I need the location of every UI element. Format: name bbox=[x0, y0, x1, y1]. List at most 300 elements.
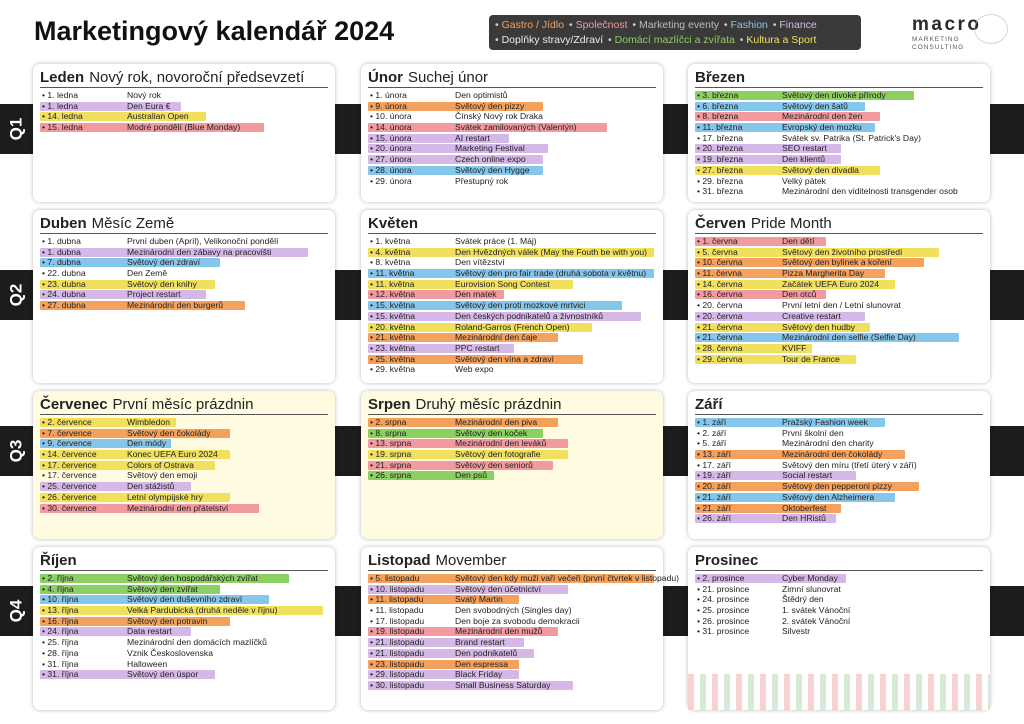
event-name: Světový den divadla bbox=[782, 164, 859, 175]
event-name: Světový den životního prostředí bbox=[782, 246, 903, 257]
event-item bbox=[368, 637, 656, 648]
month-name: Květen bbox=[368, 215, 419, 232]
event-date: • 20. března bbox=[697, 143, 744, 154]
event-date: • 20. února bbox=[370, 143, 412, 154]
event-item bbox=[695, 143, 983, 154]
event-date: • 16. října bbox=[42, 615, 79, 626]
event-item bbox=[695, 417, 983, 428]
event-date: • 20. června bbox=[697, 310, 743, 321]
legend-item-marketing: Marketing eventy bbox=[639, 19, 719, 31]
event-date: • 21. září bbox=[697, 491, 732, 502]
legend-separator: • bbox=[605, 34, 615, 46]
event-name: Světový den zvířat bbox=[127, 583, 198, 594]
event-item bbox=[368, 311, 656, 322]
event-name: Svátek sv. Patrika (St. Patrick's Day) bbox=[782, 132, 922, 143]
event-date: • 20. května bbox=[370, 321, 416, 332]
legend-item-finance: Finance bbox=[779, 19, 817, 31]
event-item bbox=[368, 460, 656, 471]
event-date: • 5. listopadu bbox=[370, 573, 420, 583]
logo-subtitle-line-2: CONSULTING bbox=[912, 44, 965, 51]
event-name: Mezinárodní den zábavy na pracovišti bbox=[127, 246, 272, 257]
event-name: Svátek zamilovaných (Valentýn) bbox=[455, 122, 577, 133]
month-name: Říjen bbox=[40, 552, 77, 569]
event-name: Den českých podnikatelů a živnostníků bbox=[455, 310, 604, 321]
event-name: Světový den pro fair trade (druhá sobota v květnu) bbox=[455, 268, 647, 279]
month-header bbox=[40, 68, 328, 88]
event-date: • 9. února bbox=[370, 100, 407, 111]
event-date: • 4. května bbox=[370, 246, 411, 257]
event-item bbox=[40, 257, 328, 268]
event-name: Světový den hudby bbox=[782, 321, 856, 332]
event-date: • 19. září bbox=[697, 470, 732, 481]
event-date: • 1. září bbox=[697, 417, 727, 427]
month-header bbox=[695, 395, 983, 415]
month-name: Červenec bbox=[40, 396, 108, 413]
event-name: Zimní slunovrat bbox=[782, 583, 841, 594]
event-item bbox=[368, 616, 656, 627]
event-date: • 15. května bbox=[370, 310, 416, 321]
legend-separator: • bbox=[721, 19, 731, 31]
event-item bbox=[40, 584, 328, 595]
event-date: • 24. října bbox=[42, 626, 79, 637]
event-name: Den Hvězdných válek (May the Fouth be with you) bbox=[455, 246, 648, 257]
event-date: • 7. dubna bbox=[42, 257, 81, 268]
legend-row-1 bbox=[495, 18, 855, 33]
event-name: KVIFF bbox=[782, 342, 807, 353]
event-date: • 11. listopadu bbox=[370, 594, 424, 605]
event-date: • 29. června bbox=[697, 353, 743, 364]
event-name: První letní den / Letní slunovrat bbox=[782, 300, 901, 311]
event-date: • 4. října bbox=[42, 583, 74, 594]
event-item bbox=[368, 659, 656, 670]
month-panel-prosinec bbox=[688, 547, 990, 710]
event-item bbox=[368, 111, 656, 122]
event-name: Social restart bbox=[782, 470, 833, 481]
event-date: • 1. května bbox=[370, 236, 411, 246]
event-item bbox=[695, 322, 983, 333]
month-panel-duben bbox=[33, 210, 335, 383]
event-item bbox=[40, 573, 328, 584]
event-date: • 1. června bbox=[697, 236, 738, 246]
month-name: Duben bbox=[40, 215, 87, 232]
event-list bbox=[368, 573, 679, 691]
event-item bbox=[368, 669, 656, 680]
event-date: • 24. dubna bbox=[42, 289, 86, 300]
month-name: Leden bbox=[40, 69, 85, 86]
event-name: Web expo bbox=[455, 364, 494, 375]
month-panel-cervenec bbox=[33, 391, 335, 539]
event-item bbox=[368, 90, 656, 101]
event-date: • 10. června bbox=[697, 257, 743, 268]
event-name: Světový den proti mozkové mrtvici bbox=[455, 300, 586, 311]
month-theme: Druhý měsíc prázdnin bbox=[415, 396, 562, 413]
event-item bbox=[695, 101, 983, 112]
event-item bbox=[695, 332, 983, 343]
event-item bbox=[695, 573, 983, 584]
event-name: Modré pondělí (Blue Monday) bbox=[127, 122, 241, 133]
event-item bbox=[695, 481, 983, 492]
legend-row-2 bbox=[495, 33, 855, 48]
event-item bbox=[368, 133, 656, 144]
quarter-label-q3: Q3 bbox=[6, 439, 25, 463]
event-name: Mezinárodní den přátelství bbox=[127, 502, 229, 513]
event-item bbox=[368, 573, 679, 584]
event-item bbox=[40, 236, 328, 247]
event-name: Den dětí bbox=[782, 236, 815, 246]
event-date: • 14. února bbox=[370, 122, 412, 133]
event-name: Světový den emoji bbox=[127, 470, 198, 481]
event-name: Mezinárodní den domácích mazlíčků bbox=[127, 637, 267, 648]
event-date: • 28. února bbox=[370, 164, 412, 175]
event-item bbox=[368, 343, 656, 354]
event-item bbox=[695, 133, 983, 144]
month-theme: Pride Month bbox=[750, 215, 832, 232]
event-date: • 26. prosince bbox=[697, 615, 750, 626]
month-panel-rijen bbox=[33, 547, 335, 710]
event-date: • 25. května bbox=[370, 353, 416, 364]
event-item bbox=[368, 626, 656, 637]
event-name: Mezinárodní den čokolády bbox=[782, 449, 883, 460]
event-item bbox=[368, 354, 656, 365]
event-date: • 17. března bbox=[697, 132, 744, 143]
event-date: • 27. února bbox=[370, 154, 412, 165]
event-item bbox=[40, 503, 328, 514]
event-name: Creative restart bbox=[782, 310, 841, 321]
event-name: Den psů bbox=[455, 470, 488, 481]
event-name: Mezinárodní den leváků bbox=[455, 438, 547, 449]
event-name: Světový den fotografie bbox=[455, 449, 541, 460]
month-name: Listopad bbox=[368, 552, 431, 569]
legend-item-gastro: Gastro / Jídlo bbox=[501, 19, 565, 31]
event-item bbox=[40, 460, 328, 471]
event-name: Čínský Nový rok Draka bbox=[455, 111, 543, 122]
event-name: SEO restart bbox=[782, 143, 827, 154]
event-date: • 21. listopadu bbox=[370, 647, 425, 658]
event-item bbox=[40, 449, 328, 460]
event-item bbox=[40, 605, 328, 616]
event-name: Světový den knihy bbox=[127, 278, 197, 289]
event-date: • 14. ledna bbox=[42, 111, 83, 122]
event-item bbox=[695, 428, 983, 439]
event-list bbox=[695, 417, 983, 524]
event-name: 1. svátek Vánoční bbox=[782, 605, 851, 616]
event-item bbox=[695, 616, 983, 627]
legend-item-spolecnost: Společnost bbox=[575, 19, 628, 31]
event-name: Black Friday bbox=[455, 669, 503, 680]
event-date: • 26. srpna bbox=[370, 470, 412, 481]
event-name: Colors of Ostrava bbox=[127, 459, 194, 470]
event-item bbox=[40, 417, 328, 428]
event-date: • 2. prosince bbox=[697, 573, 745, 583]
event-date: • 26. července bbox=[42, 491, 97, 502]
event-date: • 29. března bbox=[697, 175, 744, 186]
event-item bbox=[368, 300, 656, 311]
event-date: • 31. října bbox=[42, 669, 79, 680]
event-date: • 9. července bbox=[42, 438, 92, 449]
christmas-pattern-decoration bbox=[688, 674, 990, 710]
event-name: PPC restart bbox=[455, 342, 500, 353]
event-item bbox=[695, 354, 983, 365]
event-list bbox=[40, 417, 328, 513]
event-name: Světový den zdraví bbox=[127, 257, 201, 268]
event-item bbox=[368, 268, 656, 279]
event-name: Den HRistů bbox=[782, 513, 826, 524]
event-item bbox=[40, 648, 328, 659]
event-item bbox=[368, 101, 656, 112]
month-header bbox=[368, 214, 656, 234]
event-name: Konec UEFA Euro 2024 bbox=[127, 449, 218, 460]
legend-item-doplnky: Doplňky stravy/Zdraví bbox=[501, 34, 604, 46]
quarter-label-q2: Q2 bbox=[6, 283, 25, 307]
month-header bbox=[40, 551, 328, 571]
event-date: • 15. února bbox=[370, 132, 412, 143]
month-header bbox=[368, 68, 656, 88]
event-list bbox=[368, 90, 656, 186]
event-name: Den Eura € bbox=[127, 100, 171, 111]
event-list bbox=[368, 417, 656, 481]
event-list bbox=[40, 236, 328, 311]
month-panel-kveten bbox=[361, 210, 663, 383]
event-date: • 31. března bbox=[697, 186, 744, 197]
event-date: • 14. července bbox=[42, 449, 97, 460]
event-item bbox=[695, 503, 983, 514]
month-panel-listopad bbox=[361, 547, 679, 710]
event-name: Světový den divoké přírody bbox=[782, 90, 886, 100]
event-name: Světový den koček bbox=[455, 427, 528, 438]
event-date: • 23. května bbox=[370, 342, 416, 353]
event-name: Svátek práce (1. Máj) bbox=[455, 236, 537, 246]
month-name: Prosinec bbox=[695, 552, 759, 569]
event-name: Australian Open bbox=[127, 111, 189, 122]
logo-text: macro bbox=[912, 14, 982, 35]
event-name: Pražský Fashion week bbox=[782, 417, 868, 427]
event-item bbox=[695, 154, 983, 165]
event-item bbox=[368, 322, 656, 333]
event-name: Velká Pardubická (druhá neděle v říjnu) bbox=[127, 605, 278, 616]
event-item bbox=[368, 438, 656, 449]
event-name: Světový den vína a zdraví bbox=[455, 353, 554, 364]
event-item bbox=[695, 460, 983, 471]
event-date: • 17. listopadu bbox=[370, 615, 425, 626]
event-item bbox=[695, 449, 983, 460]
event-item bbox=[40, 659, 328, 670]
event-name: První duben (Apríl), Velikonoční pondělí bbox=[127, 236, 279, 246]
event-name: Mezinárodní den burgerů bbox=[127, 300, 224, 311]
event-name: Eurovision Song Contest bbox=[455, 278, 550, 289]
event-name: Silvestr bbox=[782, 626, 811, 637]
event-date: • 11. června bbox=[697, 268, 742, 279]
event-name: Tour de France bbox=[782, 353, 840, 364]
event-name: Světový den seniorů bbox=[455, 459, 533, 470]
month-theme: Nový rok, novoroční předsevzetí bbox=[89, 69, 305, 86]
event-item bbox=[368, 364, 656, 375]
event-date: • 17. července bbox=[42, 470, 97, 481]
event-name: Mezinárodní den žen bbox=[782, 111, 863, 122]
event-date: • 25. října bbox=[42, 637, 79, 648]
event-name: Evropský den mozku bbox=[782, 122, 862, 133]
event-item bbox=[695, 513, 983, 524]
page-title: Marketingový kalendář 2024 bbox=[34, 16, 395, 46]
event-item bbox=[368, 449, 656, 460]
event-item bbox=[368, 176, 656, 187]
event-name: Začátek UEFA Euro 2024 bbox=[782, 278, 879, 289]
event-name: Halloween bbox=[127, 658, 168, 669]
event-name: Mezinárodní den selfie (Selfie Day) bbox=[782, 332, 916, 343]
event-name: Den stážistů bbox=[127, 481, 175, 492]
event-name: AI restart bbox=[455, 132, 490, 143]
event-item bbox=[40, 101, 328, 112]
event-date: • 3. března bbox=[697, 90, 739, 100]
event-name: Mezinárodní den charity bbox=[782, 438, 874, 449]
event-name: Letní olympijské hry bbox=[127, 491, 203, 502]
month-theme: Měsíc Země bbox=[91, 215, 175, 232]
event-name: Štědrý den bbox=[782, 594, 824, 605]
event-date: • 5. června bbox=[697, 246, 738, 257]
event-name: Mezinárodní den čaje bbox=[455, 332, 538, 343]
event-item bbox=[695, 605, 983, 616]
event-date: • 5. září bbox=[697, 438, 727, 449]
event-date: • 1. února bbox=[370, 90, 407, 100]
event-date: • 1. ledna bbox=[42, 100, 78, 111]
event-item bbox=[40, 300, 328, 311]
month-name: Únor bbox=[368, 69, 403, 86]
event-name: Den klientů bbox=[782, 154, 825, 165]
logo-subtitle-line-1: MARKETING bbox=[912, 36, 960, 43]
event-date: • 19. března bbox=[697, 154, 744, 165]
event-date: • 21. května bbox=[370, 332, 416, 343]
event-date: • 30. listopadu bbox=[370, 679, 425, 690]
event-date: • 16. června bbox=[697, 289, 743, 300]
event-name: Světový den pizzy bbox=[455, 100, 525, 111]
event-item bbox=[40, 669, 328, 680]
event-item bbox=[695, 289, 983, 300]
event-item bbox=[368, 165, 656, 176]
event-date: • 25. prosince bbox=[697, 605, 750, 616]
event-date: • 27. března bbox=[697, 164, 744, 175]
month-name: Březen bbox=[695, 69, 746, 86]
event-item bbox=[695, 176, 983, 187]
event-date: • 20. června bbox=[697, 300, 743, 311]
event-name: Mezinárodní den mužů bbox=[455, 626, 543, 637]
event-item bbox=[40, 492, 328, 503]
event-date: • 17. července bbox=[42, 459, 97, 470]
event-item bbox=[368, 122, 656, 133]
event-name: Czech online expo bbox=[455, 154, 526, 165]
event-date: • 1. dubna bbox=[42, 236, 81, 246]
event-item bbox=[695, 165, 983, 176]
legend-bullet: • bbox=[495, 34, 502, 46]
event-date: • 8. května bbox=[370, 257, 411, 268]
event-name: Světový den úspor bbox=[127, 669, 199, 680]
event-item bbox=[695, 186, 983, 197]
event-item bbox=[40, 616, 328, 627]
event-date: • 10. února bbox=[370, 111, 412, 122]
legend-bullet: • bbox=[495, 19, 502, 31]
event-name: Světový den Hygge bbox=[455, 164, 530, 175]
event-item bbox=[695, 257, 983, 268]
legend-separator: • bbox=[736, 34, 747, 46]
event-name: Světový den míru (třetí úterý v září) bbox=[782, 459, 917, 470]
event-date: • 1. dubna bbox=[42, 246, 81, 257]
event-item bbox=[368, 428, 656, 439]
event-name: Roland-Garros (French Open) bbox=[455, 321, 570, 332]
event-item bbox=[40, 111, 328, 122]
event-name: Den espressa bbox=[455, 658, 509, 669]
event-name: 2. svátek Vánoční bbox=[782, 615, 851, 626]
month-header bbox=[695, 214, 983, 234]
event-name: Den podnikatelů bbox=[455, 647, 518, 658]
month-panel-leden bbox=[33, 64, 335, 202]
event-name: Brand restart bbox=[455, 637, 505, 648]
event-date: • 8. srpna bbox=[370, 427, 407, 438]
month-name: Červen bbox=[695, 215, 746, 232]
event-date: • 26. září bbox=[697, 513, 732, 524]
month-theme: Suchej únor bbox=[408, 69, 489, 86]
event-name: Project restart bbox=[127, 289, 181, 300]
event-date: • 2. srpna bbox=[370, 417, 407, 427]
event-date: • 21. prosince bbox=[697, 583, 750, 594]
event-date: • 21. června bbox=[697, 332, 743, 343]
event-name: Vznik Československa bbox=[127, 647, 213, 658]
event-date: • 21. června bbox=[697, 321, 743, 332]
event-name: Den boje za svobodu demokracii bbox=[455, 615, 580, 626]
month-header bbox=[695, 68, 983, 88]
event-item bbox=[40, 626, 328, 637]
event-item bbox=[40, 428, 328, 439]
month-header bbox=[695, 551, 983, 571]
event-item bbox=[368, 289, 656, 300]
event-item bbox=[368, 648, 656, 659]
event-name: Marketing Festival bbox=[455, 143, 525, 154]
event-name: Světový den potravin bbox=[127, 615, 208, 626]
event-date: • 12. května bbox=[370, 289, 416, 300]
event-date: • 15. května bbox=[370, 300, 416, 311]
event-list bbox=[695, 573, 983, 637]
event-list bbox=[695, 236, 983, 364]
event-date: • 29. května bbox=[370, 364, 416, 375]
event-list bbox=[695, 90, 983, 197]
event-item bbox=[40, 594, 328, 605]
event-name: Data restart bbox=[127, 626, 172, 637]
event-date: • 23. listopadu bbox=[370, 658, 425, 669]
event-name: Den módy bbox=[127, 438, 167, 449]
event-name: Světový den bylinek a koření bbox=[782, 257, 892, 268]
event-item bbox=[695, 470, 983, 481]
event-name: Světový den účetnictví bbox=[455, 583, 541, 594]
event-date: • 7. července bbox=[42, 427, 92, 438]
category-legend bbox=[489, 15, 861, 50]
event-item bbox=[368, 154, 656, 165]
event-item bbox=[695, 236, 983, 247]
event-item bbox=[40, 289, 328, 300]
event-name: Světový den Alzheimera bbox=[782, 491, 875, 502]
month-panel-zari bbox=[688, 391, 990, 539]
event-date: • 11. března bbox=[697, 122, 743, 133]
event-item bbox=[368, 605, 656, 616]
event-date: • 28. října bbox=[42, 647, 79, 658]
event-name: Světový den pepperoni pizzy bbox=[782, 481, 892, 492]
event-item bbox=[40, 279, 328, 290]
event-item bbox=[40, 481, 328, 492]
quarter-label-q4: Q4 bbox=[6, 599, 25, 623]
event-item bbox=[40, 247, 328, 258]
event-date: • 11. listopadu bbox=[370, 605, 424, 616]
event-date: • 10. listopadu bbox=[370, 583, 425, 594]
event-list bbox=[40, 90, 328, 133]
legend-item-kultura: Kultura a Sport bbox=[746, 34, 817, 46]
event-item bbox=[695, 111, 983, 122]
event-date: • 15. ledna bbox=[42, 122, 83, 133]
